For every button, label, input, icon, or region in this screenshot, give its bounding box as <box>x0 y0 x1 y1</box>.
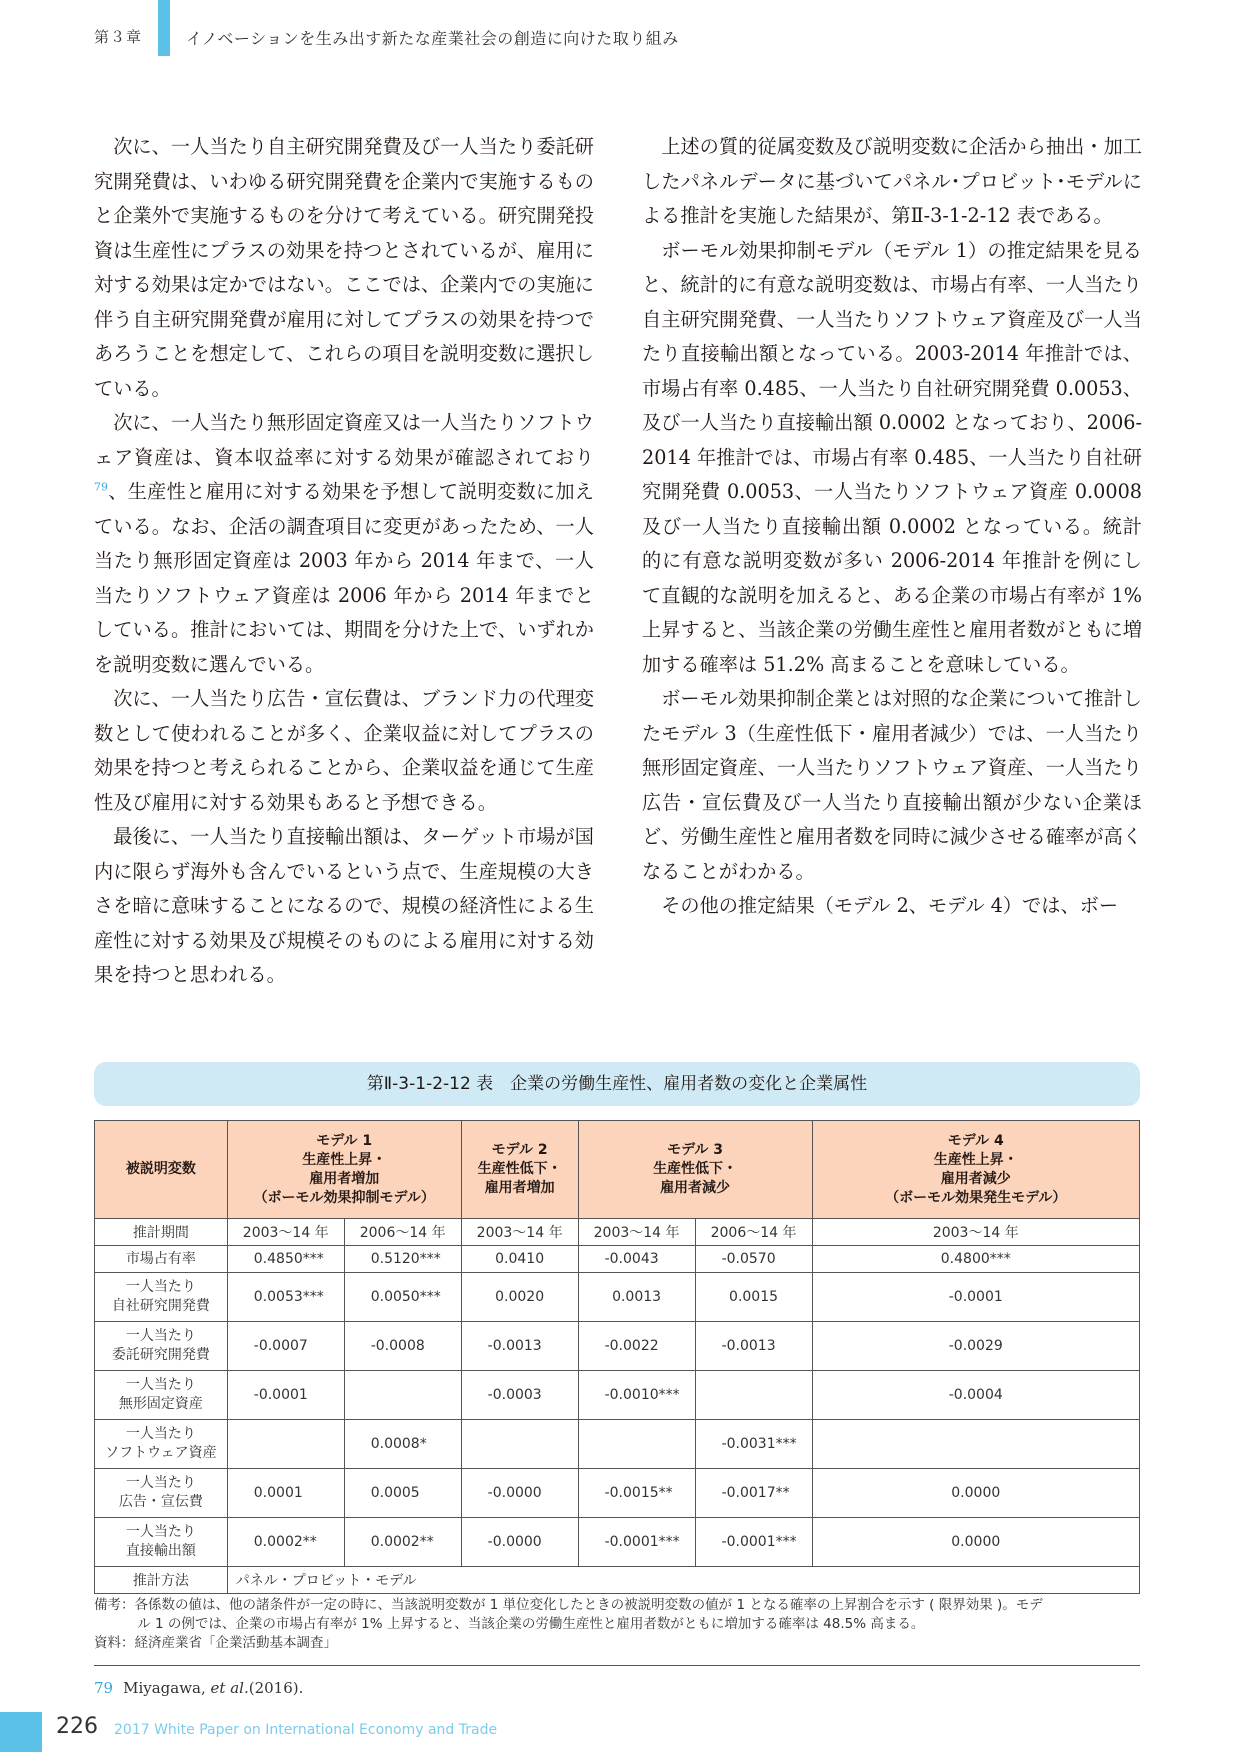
period-cell: 2003〜14 年 <box>461 1219 578 1246</box>
coef-cell: -0.0017** <box>695 1469 812 1518</box>
coef-cell: 0.4800*** <box>812 1246 1139 1273</box>
left-column <box>94 130 594 993</box>
table-row <box>95 1420 1140 1469</box>
coef-cell: 0.0013 <box>578 1273 695 1322</box>
paragraph: その他の推定結果（モデル 2、モデル 4）では、ボー <box>661 894 1119 917</box>
row-label-line: 一人当たり <box>125 1524 196 1540</box>
chapter-label: 第３章 <box>94 28 143 46</box>
page-number: 226 <box>56 1714 98 1739</box>
coef-cell: -0.0007 <box>227 1322 344 1371</box>
source-line: 資料：経済産業省「企業活動基本調査」 <box>94 1635 337 1651</box>
footnote-year: (2016). <box>248 1679 304 1697</box>
header-line: 生産性低下・ <box>477 1161 562 1177</box>
row-label <box>95 1273 228 1322</box>
header-line: 雇用者減少 <box>940 1170 1011 1187</box>
coef-cell <box>578 1420 695 1469</box>
footnote <box>94 1679 303 1697</box>
coef-cell: -0.0013 <box>695 1322 812 1371</box>
table-title: 第Ⅱ-3-1-2-12 表 企業の労働生産性、雇用者数の変化と企業属性 <box>94 1062 1140 1106</box>
header-line: 雇用者増加 <box>309 1170 380 1187</box>
row-label-line: 一人当たり <box>125 1279 196 1295</box>
header-line: （ボーモル効果抑制モデル） <box>253 1189 435 1206</box>
coef-cell: -0.0001*** <box>695 1518 812 1567</box>
paragraph: ボーモル効果抑制企業とは対照的な企業について推計したモデル 3（生産性低下・雇用者減少）では、一人当たり無形固定資産、一人当たりソフトウェア資産、一人当たり広告・宣伝費及び一人当たり直接輸出額が少ない企業ほど、労働生産性と雇用者数を同時に減少させる確率が高くなることがわかる。 <box>642 687 1142 883</box>
header-line: 雇用者減少 <box>660 1180 731 1196</box>
book-title: 2017 White Paper on International Economy and Trade <box>114 1722 498 1738</box>
row-label-line: 委託研究開発費 <box>111 1347 210 1363</box>
row-label-line: 自社研究開発費 <box>111 1298 210 1314</box>
coef-cell: -0.0022 <box>578 1322 695 1371</box>
header-line: モデル 4 <box>947 1132 1004 1149</box>
header-line: （ボーモル効果発生モデル） <box>885 1189 1067 1206</box>
header-line: モデル 2 <box>491 1142 548 1158</box>
coef-cell: 0.0000 <box>812 1469 1139 1518</box>
period-cell: 2003〜14 年 <box>578 1219 695 1246</box>
table-row <box>95 1322 1140 1371</box>
row-label: 推計期間 <box>95 1219 228 1246</box>
row-label-line: 一人当たり <box>125 1328 196 1344</box>
footnote-number: 79 <box>94 1679 114 1697</box>
coef-cell: -0.0001 <box>227 1371 344 1420</box>
coef-cell: -0.0001 <box>812 1273 1139 1322</box>
method-cell: パネル・プロビット・モデル <box>227 1567 1139 1594</box>
coef-cell: -0.0015** <box>578 1469 695 1518</box>
note-line: ル 1 の例では、企業の市場占有率が 1% 上昇すると、当該企業の労働生産性と雇用者数がともに増加する確率は 48.5% 高まる。 <box>137 1616 925 1632</box>
footnote-author: Miyagawa, <box>123 1679 206 1697</box>
coef-cell: -0.0000 <box>461 1469 578 1518</box>
header-line: 生産性低下・ <box>653 1161 738 1177</box>
chapter-title: イノベーションを生み出す新たな産業社会の創造に向けた取り組み <box>186 29 679 48</box>
coef-cell: 0.0410 <box>461 1246 578 1273</box>
coef-cell: -0.0003 <box>461 1371 578 1420</box>
table-row <box>95 1469 1140 1518</box>
coef-cell: 0.0005 <box>344 1469 461 1518</box>
paragraph: 最後に、一人当たり直接輸出額は、ターゲット市場が国内に限らず海外も含んでいるという点で、生産規模の大きさを暗に意味することになるので、規模の経済性による生産性に対する効果及び規模そのものによる雇用に対する効果を持つと思われる。 <box>94 825 594 986</box>
row-label-line: 一人当たり <box>125 1475 196 1491</box>
header-model-3 <box>578 1121 812 1219</box>
header-line: 雇用者増加 <box>484 1180 555 1196</box>
coef-cell: -0.0000 <box>461 1518 578 1567</box>
row-label: 市場占有率 <box>95 1246 228 1273</box>
table-row <box>95 1273 1140 1322</box>
header-line: 生産性上昇・ <box>302 1151 387 1168</box>
coef-cell: -0.0570 <box>695 1246 812 1273</box>
row-label-line: ソフトウェア資産 <box>105 1445 217 1461</box>
header-line: 生産性上昇・ <box>933 1151 1018 1168</box>
table-header-row <box>95 1121 1140 1219</box>
row-label-line: 一人当たり <box>125 1426 196 1442</box>
table-notes <box>94 1596 1144 1653</box>
header-line: モデル 3 <box>667 1142 724 1158</box>
paragraph: 上述の質的従属変数及び説明変数に企活から抽出・加工したパネルデータに基づいてパネル･プロビット･モデルによる推計を実施した結果が、第Ⅱ-3-1-2-12 表である。 <box>642 135 1142 227</box>
coef-cell: 0.0015 <box>695 1273 812 1322</box>
coef-cell: 0.5120*** <box>344 1246 461 1273</box>
results-table <box>94 1120 1140 1594</box>
coef-cell: 0.4850*** <box>227 1246 344 1273</box>
header-dependent-variable: 被説明変数 <box>95 1121 228 1219</box>
coef-cell <box>344 1371 461 1420</box>
header-model-2 <box>461 1121 578 1219</box>
table-row-method <box>95 1567 1140 1594</box>
period-cell: 2006〜14 年 <box>695 1219 812 1246</box>
row-label <box>95 1518 228 1567</box>
row-label-line: 一人当たり <box>125 1377 196 1393</box>
footnote-etal: et al. <box>210 1679 249 1697</box>
row-label: 推計方法 <box>95 1567 228 1594</box>
coef-cell <box>227 1420 344 1469</box>
period-cell: 2003〜14 年 <box>227 1219 344 1246</box>
table-row-period <box>95 1219 1140 1246</box>
note-line: 備考：各係数の値は、他の諸条件が一定の時に、当該説明変数が 1 単位変化したときの被説明変数の値が 1 となる確率の上昇割合を示す ( 限界効果 )。モデ <box>94 1597 1043 1613</box>
coef-cell: -0.0004 <box>812 1371 1139 1420</box>
paragraph-text: 、生産性と雇用に対する効果を予想して説明変数に加えている。なお、企活の調査項目に変更があったため、一人当たり無形固定資産は 2003 年から 2014 年まで、一人当たりソフトウェア資産は 2006 年から 2014 年までとしている。推計においては、期間を分けた上で、いずれかを説明変数に選んでいる。 <box>94 480 594 676</box>
table-row <box>95 1371 1140 1420</box>
right-column <box>642 130 1142 924</box>
period-cell: 2006〜14 年 <box>344 1219 461 1246</box>
coef-cell <box>812 1420 1139 1469</box>
coef-cell: 0.0020 <box>461 1273 578 1322</box>
coef-cell: 0.0050*** <box>344 1273 461 1322</box>
paragraph: 次に、一人当たり広告・宣伝費は、ブランド力の代理変数として使われることが多く、企業収益に対してプラスの効果を持つと考えられることから、企業収益を通じて生産性及び雇用に対する効果もあると予想できる。 <box>94 687 594 814</box>
coef-cell: -0.0043 <box>578 1246 695 1273</box>
row-label <box>95 1469 228 1518</box>
coef-cell <box>695 1371 812 1420</box>
coef-cell: 0.0002** <box>227 1518 344 1567</box>
row-label-line: 無形固定資産 <box>118 1396 203 1412</box>
row-label-line: 広告・宣伝費 <box>118 1494 203 1510</box>
header-accent-bar <box>158 0 170 56</box>
coef-cell: -0.0029 <box>812 1322 1139 1371</box>
coef-cell: 0.0002** <box>344 1518 461 1567</box>
coef-cell: 0.0053*** <box>227 1273 344 1322</box>
footer-accent-bar <box>0 1712 42 1752</box>
row-label <box>95 1420 228 1469</box>
table-row <box>95 1518 1140 1567</box>
coef-cell: -0.0031*** <box>695 1420 812 1469</box>
coef-cell: -0.0001*** <box>578 1518 695 1567</box>
paragraph-text: 次に、一人当たり無形固定資産又は一人当たりソフトウェア資産は、資本収益率に対する効果が確認されており <box>94 411 594 469</box>
coef-cell: -0.0008 <box>344 1322 461 1371</box>
row-label <box>95 1322 228 1371</box>
footnote-divider <box>94 1665 1140 1666</box>
coef-cell: 0.0000 <box>812 1518 1139 1567</box>
header-model-1 <box>227 1121 461 1219</box>
paragraph: 次に、一人当たり自主研究開発費及び一人当たり委託研究開発費は、いわゆる研究開発費を企業内で実施するものと企業外で実施するものを分けて考えている。研究開発投資は生産性にプラスの効果を持つとされているが、雇用に対する効果は定かではない。ここでは、企業内での実施に伴う自主研究開発費が雇用に対してプラスの効果を持つであろうことを想定して、これらの項目を説明変数に選択している。 <box>94 135 594 400</box>
coef-cell: -0.0013 <box>461 1322 578 1371</box>
coef-cell: 0.0001 <box>227 1469 344 1518</box>
period-cell: 2003〜14 年 <box>812 1219 1139 1246</box>
coef-cell: 0.0008* <box>344 1420 461 1469</box>
coef-cell: -0.0010*** <box>578 1371 695 1420</box>
paragraph <box>94 406 594 682</box>
coef-cell <box>461 1420 578 1469</box>
table-row <box>95 1246 1140 1273</box>
header-model-4 <box>812 1121 1139 1219</box>
row-label-line: 直接輸出額 <box>125 1543 196 1559</box>
paragraph: ボーモル効果抑制モデル（モデル 1）の推定結果を見ると、統計的に有意な説明変数は、市場占有率、一人当たり自主研究開発費、一人当たりソフトウェア資産及び一人当たり直接輸出額となっている。2003-2014 年推計では、市場占有率 0.485、一人当たり自社研究開発費 0.0053、及び一人当たり直接輸出額 0.0002 となっており、2006-2014 年推計では、市場占有率 0.485、一人当たり自社研究開発費 0.0053、一人当たりソフトウェア資産 0.0008 及び一人当たり直接輸出額 0.0002 となっている。統計的に有意な説明変数が多い 2006-2014 年推計を例にして直観的な説明を加えると、ある企業の市場占有率が 1% 上昇すると、当該企業の労働生産性と雇用者数がともに増加する確率は 51.2% 高まることを意味している。 <box>642 238 1142 676</box>
footnote-reference[interactable]: 79 <box>94 480 108 494</box>
header-line: モデル 1 <box>316 1132 373 1149</box>
row-label <box>95 1371 228 1420</box>
